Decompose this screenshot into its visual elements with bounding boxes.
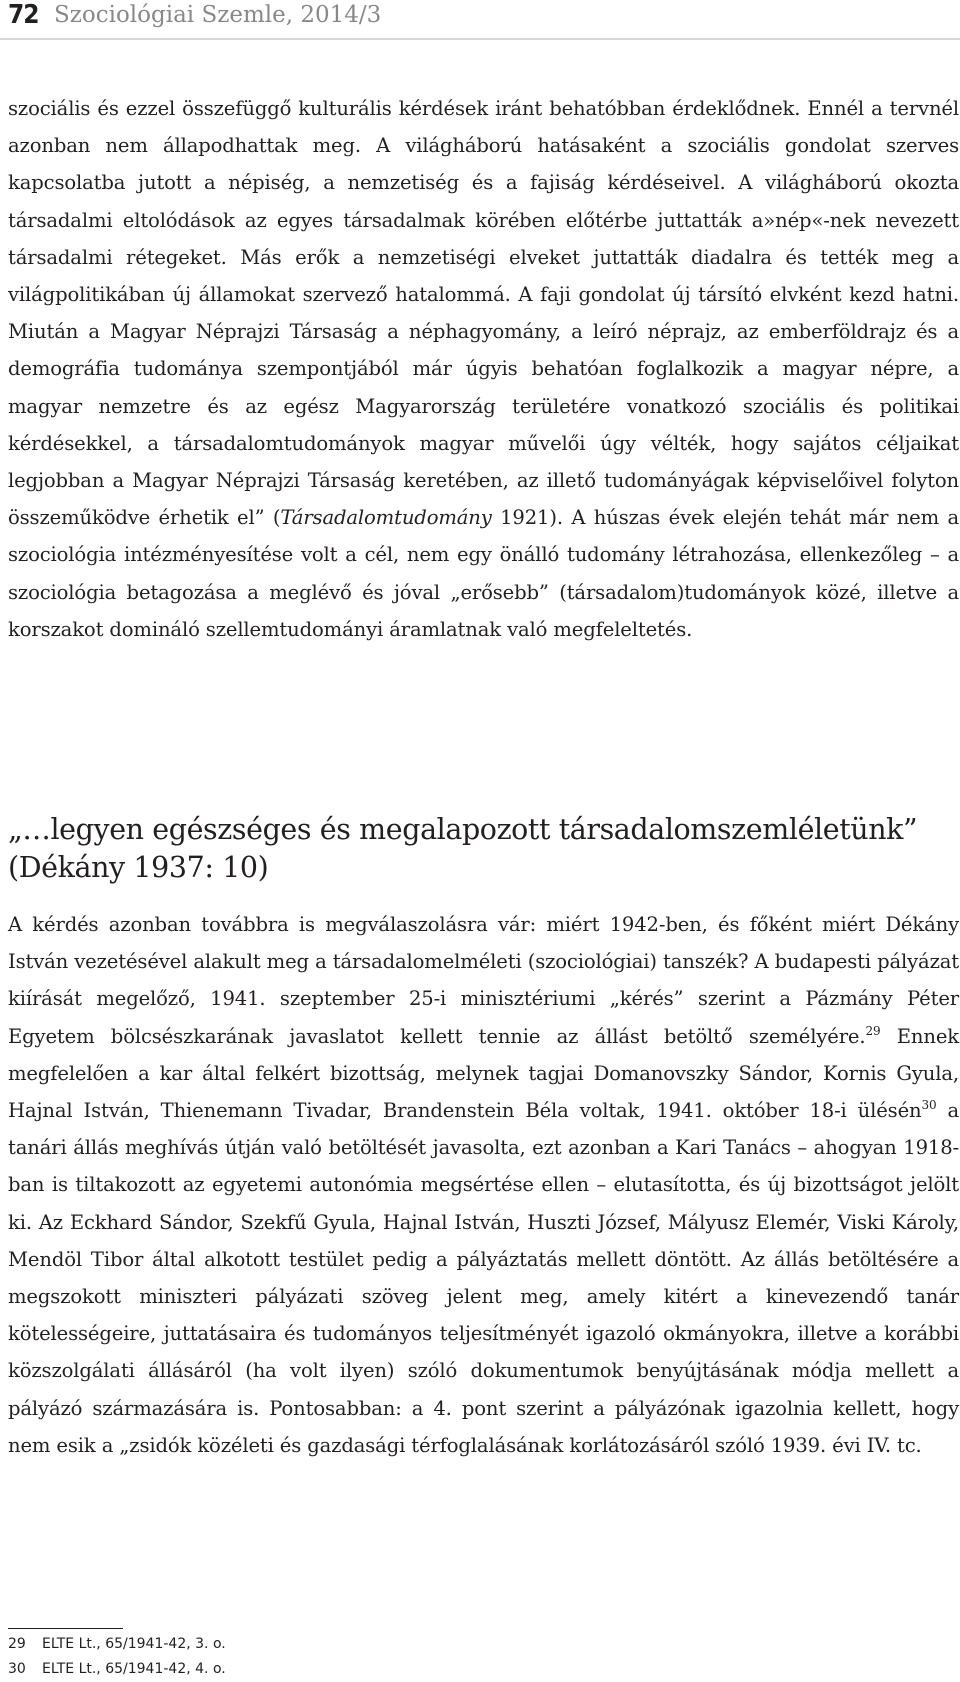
body-paragraph — [8, 90, 959, 648]
section-heading: „…legyen egészséges és megalapozott társadalomszemléletünk” (Dékány 1937: 10) — [8, 813, 918, 884]
header-rule — [0, 38, 960, 40]
footnote-divider — [8, 1628, 123, 1629]
paragraph-text: A kérdés azonban továbbra is megválaszolásra vár: miért 1942-ben, és főként miért Dékány István vezetésével alakult meg a társadalomelméleti (szociológiai) tanszék? A budapesti pályázat kiírását megelőző, 1941. szeptember 25-i minisztériumi „kérés” szerint a Pázmány Péter Egyetem bölcsészkarának javaslatot kellett tennie az állást betöltő személyére. — [8, 913, 959, 1048]
footnote-text: ELTE Lt., 65/1941-42, 4. o. — [42, 1661, 226, 1677]
footnote — [8, 1632, 608, 1657]
footnote-text: ELTE Lt., 65/1941-42, 3. o. — [42, 1636, 226, 1652]
journal-title: Szociológiai Szemle, 2014/3 — [54, 2, 382, 28]
paragraph-text: 1921). A húszas évek elején tehát már nem a szociológia intézményesítése volt a cél, nem egy önálló tudomány létrahozása, ellenkezőleg – a szociológia betagozása a meglévő és jóval „erősebb” (társadalom)tudományok közé, illetve a korszakot domináló szellemtudományi áramlatnak való megfeleltetés. — [8, 506, 959, 641]
paragraph-text: szociális és ezzel összefüggő kulturális kérdések iránt behatóbban érdeklődnek. Ennél a tervnél azonban nem állapodhattak meg. A világháború hatásaként a szociális gondolat szerves kapcsolatba jutott a népiség, a nemzetiség és a fajiság kérdéseivel. A világháború okozta társadalmi eltolódások az egyes társadalmak körében előtérbe juttatták a»nép«-nek nevezett társadalmi rétegeket. Más erők a nemzetiségi elveket juttatták diadalra és tették meg a világpolitikában új államokat szervező hatalommá. A faji gondolat új társító elvként kezd hatni. Miután a Magyar Néprajzi Társaság a néphagyomány, a leíró néprajz, az emberföldrajz és a demográfia tudománya szempontjából már úgyis behatóan foglalkozik a magyar népre, a magyar nemzetre és az egész Magyarország területére vonatkozó szociális és politikai kérdésekkel, a társadalomtudományok magyar művelői úgy vélték, hogy sajátos céljaikat legjobban a Magyar Néprajzi Társaság keretében, az illető tudományágak képviselőivel folyton összeműködve érhetik el” ( — [8, 97, 959, 530]
footnote-ref[interactable]: 30 — [921, 1098, 937, 1113]
body-paragraph — [8, 906, 959, 1464]
footnote-number: 30 — [8, 1661, 26, 1677]
footnote-ref[interactable]: 29 — [865, 1023, 881, 1038]
cited-title: Társadalomtudomány — [280, 506, 492, 530]
page-number: 72 — [8, 0, 39, 30]
paragraph-text: a tanári állás meghívás útján való betöltését javasolta, ezt azonban a Kari Tanács – ahogyan 1918-ban is tiltakozott az egyetemi autonómia megsértése ellen – elutasította, és új bizottságot jelölt ki. Az Eckhard Sándor, Szekfű Gyula, Hajnal István, Huszti József, Mályusz Elemér, Viski Károly, Mendöl Tibor által alkotott testület pedig a pályáztatás mellett döntött. Az állás betöltésére a megszokott miniszteri pályázati szöveg jelent meg, amely kitért a kinevezendő tanár kötelességeire, juttatásaira és tudományos teljesítményét igazoló okmányokra, illetve a korábbi közszolgálati állásáról (ha volt ilyen) szóló dokumentumok benyújtásának módja mellett a pályázó származására is. Pontosabban: a 4. pont szerint a pályázónak igazolnia kellett, hogy nem esik a „zsidók közéleti és gazdasági térfoglalásának korlátozásáról szóló 1939. évi IV. tc. — [8, 1099, 959, 1457]
footnote-number: 29 — [8, 1636, 26, 1652]
running-header — [0, 0, 960, 40]
footnotes — [8, 1632, 608, 1682]
footnote — [8, 1657, 608, 1682]
paragraph-text: Ennek megfelelően a kar által felkért bizottság, melynek tagjai Domanovszky Sándor, Kornis Gyula, Hajnal István, Thienemann Tivadar, Brandenstein Béla voltak, 1941. október 18-i ülésén — [8, 1024, 959, 1123]
